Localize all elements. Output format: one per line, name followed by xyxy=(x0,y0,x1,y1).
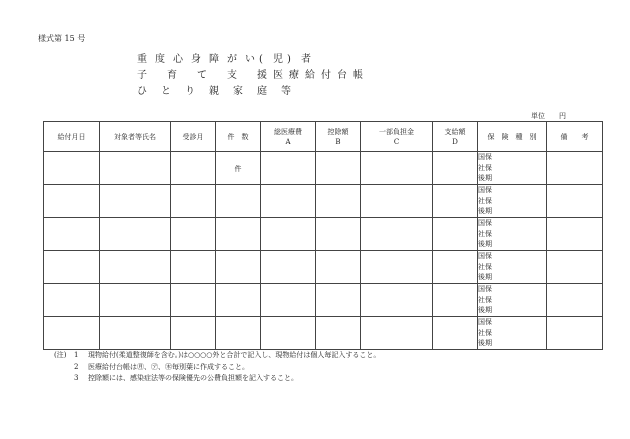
title-char: 親 xyxy=(209,86,219,97)
note-number: 3 xyxy=(74,374,79,382)
table-row xyxy=(44,317,603,350)
title-char: 者 xyxy=(301,54,311,65)
note-item xyxy=(54,373,380,385)
column-header-label: 件 数 xyxy=(227,132,249,141)
insurance-type-option: 後期 xyxy=(478,306,492,315)
note-item xyxy=(54,362,380,374)
column-header-label: 給付月日 xyxy=(57,132,86,141)
table-cell xyxy=(478,284,547,317)
note-lead xyxy=(54,373,74,385)
title-char: 療 xyxy=(289,70,299,81)
insurance-type-option: 後期 xyxy=(478,207,492,216)
table-cell[interactable] xyxy=(361,218,433,251)
table-cell[interactable] xyxy=(171,284,216,317)
table-cell[interactable] xyxy=(100,284,171,317)
table-cell xyxy=(478,317,547,350)
title-char: 台 xyxy=(337,70,347,81)
title-char: が xyxy=(227,54,237,65)
note-text: 控除額には、感染症法等の保険優先の公費負担額を記入すること。 xyxy=(88,374,298,382)
column-header-code: A xyxy=(285,137,291,146)
table-cell[interactable] xyxy=(361,317,433,350)
insurance-type-option: 国保 xyxy=(478,186,492,195)
column-header xyxy=(44,122,100,152)
column-header-label: 備 考 xyxy=(560,132,589,141)
column-header-label: 控除額 xyxy=(327,127,349,136)
insurance-type-option: 社保 xyxy=(478,328,492,337)
title-char: て xyxy=(197,70,207,81)
insurance-type-option: 後期 xyxy=(478,273,492,282)
table-cell[interactable] xyxy=(216,251,261,284)
title-char: 医 xyxy=(273,70,283,81)
table-cell[interactable] xyxy=(433,284,478,317)
table-cell[interactable] xyxy=(261,251,316,284)
table-cell[interactable] xyxy=(316,317,361,350)
table-cell[interactable] xyxy=(361,185,433,218)
column-header-label: 支給額 xyxy=(444,127,466,136)
table-cell[interactable] xyxy=(171,185,216,218)
column-header xyxy=(361,122,433,152)
table-cell[interactable] xyxy=(100,185,171,218)
table-cell[interactable] xyxy=(216,317,261,350)
table-cell[interactable] xyxy=(361,251,433,284)
title-char: 子 xyxy=(137,70,147,81)
insurance-type-option: 国保 xyxy=(478,153,492,162)
ledger-title xyxy=(137,52,363,100)
table-cell[interactable] xyxy=(216,218,261,251)
table-cell xyxy=(478,152,547,185)
note-lead xyxy=(54,362,74,374)
table-cell[interactable] xyxy=(316,152,361,185)
column-header-code: D xyxy=(452,137,458,146)
table-cell[interactable] xyxy=(216,284,261,317)
title-char: 度 xyxy=(155,54,165,65)
insurance-type-option: 後期 xyxy=(478,339,492,348)
notes xyxy=(54,350,380,385)
table-cell xyxy=(478,251,547,284)
note-number: 2 xyxy=(74,362,79,371)
title-char: ) xyxy=(287,54,291,65)
note-number: 1 xyxy=(74,351,79,359)
table-cell[interactable] xyxy=(316,284,361,317)
table-cell[interactable] xyxy=(261,218,316,251)
table-cell[interactable] xyxy=(171,218,216,251)
title-line-3 xyxy=(137,84,363,100)
table-cell[interactable] xyxy=(433,218,478,251)
insurance-type-option: 社保 xyxy=(478,196,492,205)
unit-label: 単位 円 xyxy=(531,112,566,120)
table-cell[interactable] xyxy=(44,284,100,317)
table-row xyxy=(44,152,603,185)
insurance-type-option: 社保 xyxy=(478,262,492,271)
count-unit: 件 xyxy=(234,165,242,173)
table-cell[interactable] xyxy=(433,152,478,185)
table-cell[interactable] xyxy=(171,251,216,284)
column-header xyxy=(100,122,171,152)
title-char: 援 xyxy=(257,70,267,81)
column-header-label: 一部負担金 xyxy=(379,127,414,136)
title-char: 障 xyxy=(209,54,219,65)
title-char: 身 xyxy=(191,54,201,65)
column-header xyxy=(171,122,216,152)
title-char: と xyxy=(161,86,171,97)
table-row xyxy=(44,251,603,284)
column-header xyxy=(478,122,547,152)
column-header-label: 総医療費 xyxy=(274,127,302,136)
title-char: 重 xyxy=(137,54,147,65)
table-cell[interactable] xyxy=(316,185,361,218)
table-cell[interactable] xyxy=(261,185,316,218)
insurance-type-option: 後期 xyxy=(478,174,492,183)
note-text: 現物給付(柔道整復師を含む。)は○○○○外と合計で記入し、現物給付は個人毎記入すること。 xyxy=(88,351,381,359)
title-char: 育 xyxy=(167,70,177,81)
table-cell[interactable] xyxy=(433,185,478,218)
title-char: り xyxy=(185,86,195,97)
insurance-type-option: 国保 xyxy=(478,285,492,294)
title-char: い xyxy=(245,54,255,65)
table-cell[interactable] xyxy=(433,251,478,284)
table-row xyxy=(44,185,603,218)
table-cell[interactable] xyxy=(44,251,100,284)
table-cell[interactable] xyxy=(100,152,171,185)
table-cell[interactable] xyxy=(433,317,478,350)
insurance-type-option: 国保 xyxy=(478,219,492,228)
table-cell[interactable] xyxy=(261,284,316,317)
table-cell[interactable] xyxy=(216,185,261,218)
table-row xyxy=(44,218,603,251)
title-char: 付 xyxy=(321,70,331,81)
column-header xyxy=(433,122,478,152)
column-header xyxy=(216,122,261,152)
column-header xyxy=(547,122,603,152)
column-header-label: 保 険 種 別 xyxy=(487,132,537,141)
payment-ledger-table xyxy=(43,121,603,350)
table-cell xyxy=(478,185,547,218)
table-cell[interactable] xyxy=(547,251,603,284)
table-cell[interactable] xyxy=(547,185,603,218)
title-char: 給 xyxy=(305,70,315,81)
table-cell[interactable] xyxy=(171,317,216,350)
insurance-type-option: 社保 xyxy=(478,295,492,304)
table-cell[interactable] xyxy=(547,218,603,251)
title-char: 等 xyxy=(281,86,291,97)
note-text: 医療給付台帳は㊊、㋐、㊍毎別葉に作成すること。 xyxy=(88,362,249,371)
header-row xyxy=(44,122,603,152)
column-header-code: B xyxy=(335,137,341,146)
title-char: 児 xyxy=(273,54,283,65)
table-cell[interactable] xyxy=(44,185,100,218)
title-char: 庭 xyxy=(257,86,267,97)
table-cell[interactable] xyxy=(100,317,171,350)
title-char: 支 xyxy=(227,70,237,81)
table-cell[interactable] xyxy=(171,152,216,185)
insurance-type-option: 社保 xyxy=(478,229,492,238)
insurance-type-option: 国保 xyxy=(478,252,492,261)
column-header-label: 対象者等氏名 xyxy=(114,132,156,141)
insurance-type-option: 後期 xyxy=(478,240,492,249)
table-cell[interactable] xyxy=(261,152,316,185)
table-cell[interactable] xyxy=(361,152,433,185)
table-cell[interactable] xyxy=(44,152,100,185)
table-cell[interactable] xyxy=(316,251,361,284)
column-header-code: C xyxy=(393,137,400,146)
insurance-type-option: 社保 xyxy=(478,163,492,172)
title-char: 家 xyxy=(233,86,243,97)
title-char: ( xyxy=(259,54,263,65)
table-cell[interactable] xyxy=(216,152,261,185)
title-line-2 xyxy=(137,68,363,84)
column-header xyxy=(261,122,316,152)
title-line-1 xyxy=(137,52,363,68)
note-lead: (注) xyxy=(54,351,67,359)
column-header-label: 受診月 xyxy=(182,132,204,141)
table-cell xyxy=(478,218,547,251)
table-cell[interactable] xyxy=(547,152,603,185)
table-cell[interactable] xyxy=(100,218,171,251)
table-cell[interactable] xyxy=(44,218,100,251)
table-cell[interactable] xyxy=(100,251,171,284)
title-char: ひ xyxy=(137,86,147,97)
table-cell[interactable] xyxy=(44,317,100,350)
table-cell[interactable] xyxy=(547,284,603,317)
table-cell[interactable] xyxy=(316,218,361,251)
note-item xyxy=(54,350,380,362)
table-row xyxy=(44,284,603,317)
table-cell[interactable] xyxy=(547,317,603,350)
column-header xyxy=(316,122,361,152)
title-char: 帳 xyxy=(353,70,363,81)
table-cell[interactable] xyxy=(361,284,433,317)
table-cell[interactable] xyxy=(261,317,316,350)
insurance-type-option: 国保 xyxy=(478,318,492,327)
form-number: 様式第 15 号 xyxy=(38,34,86,43)
title-char: 心 xyxy=(173,54,183,65)
